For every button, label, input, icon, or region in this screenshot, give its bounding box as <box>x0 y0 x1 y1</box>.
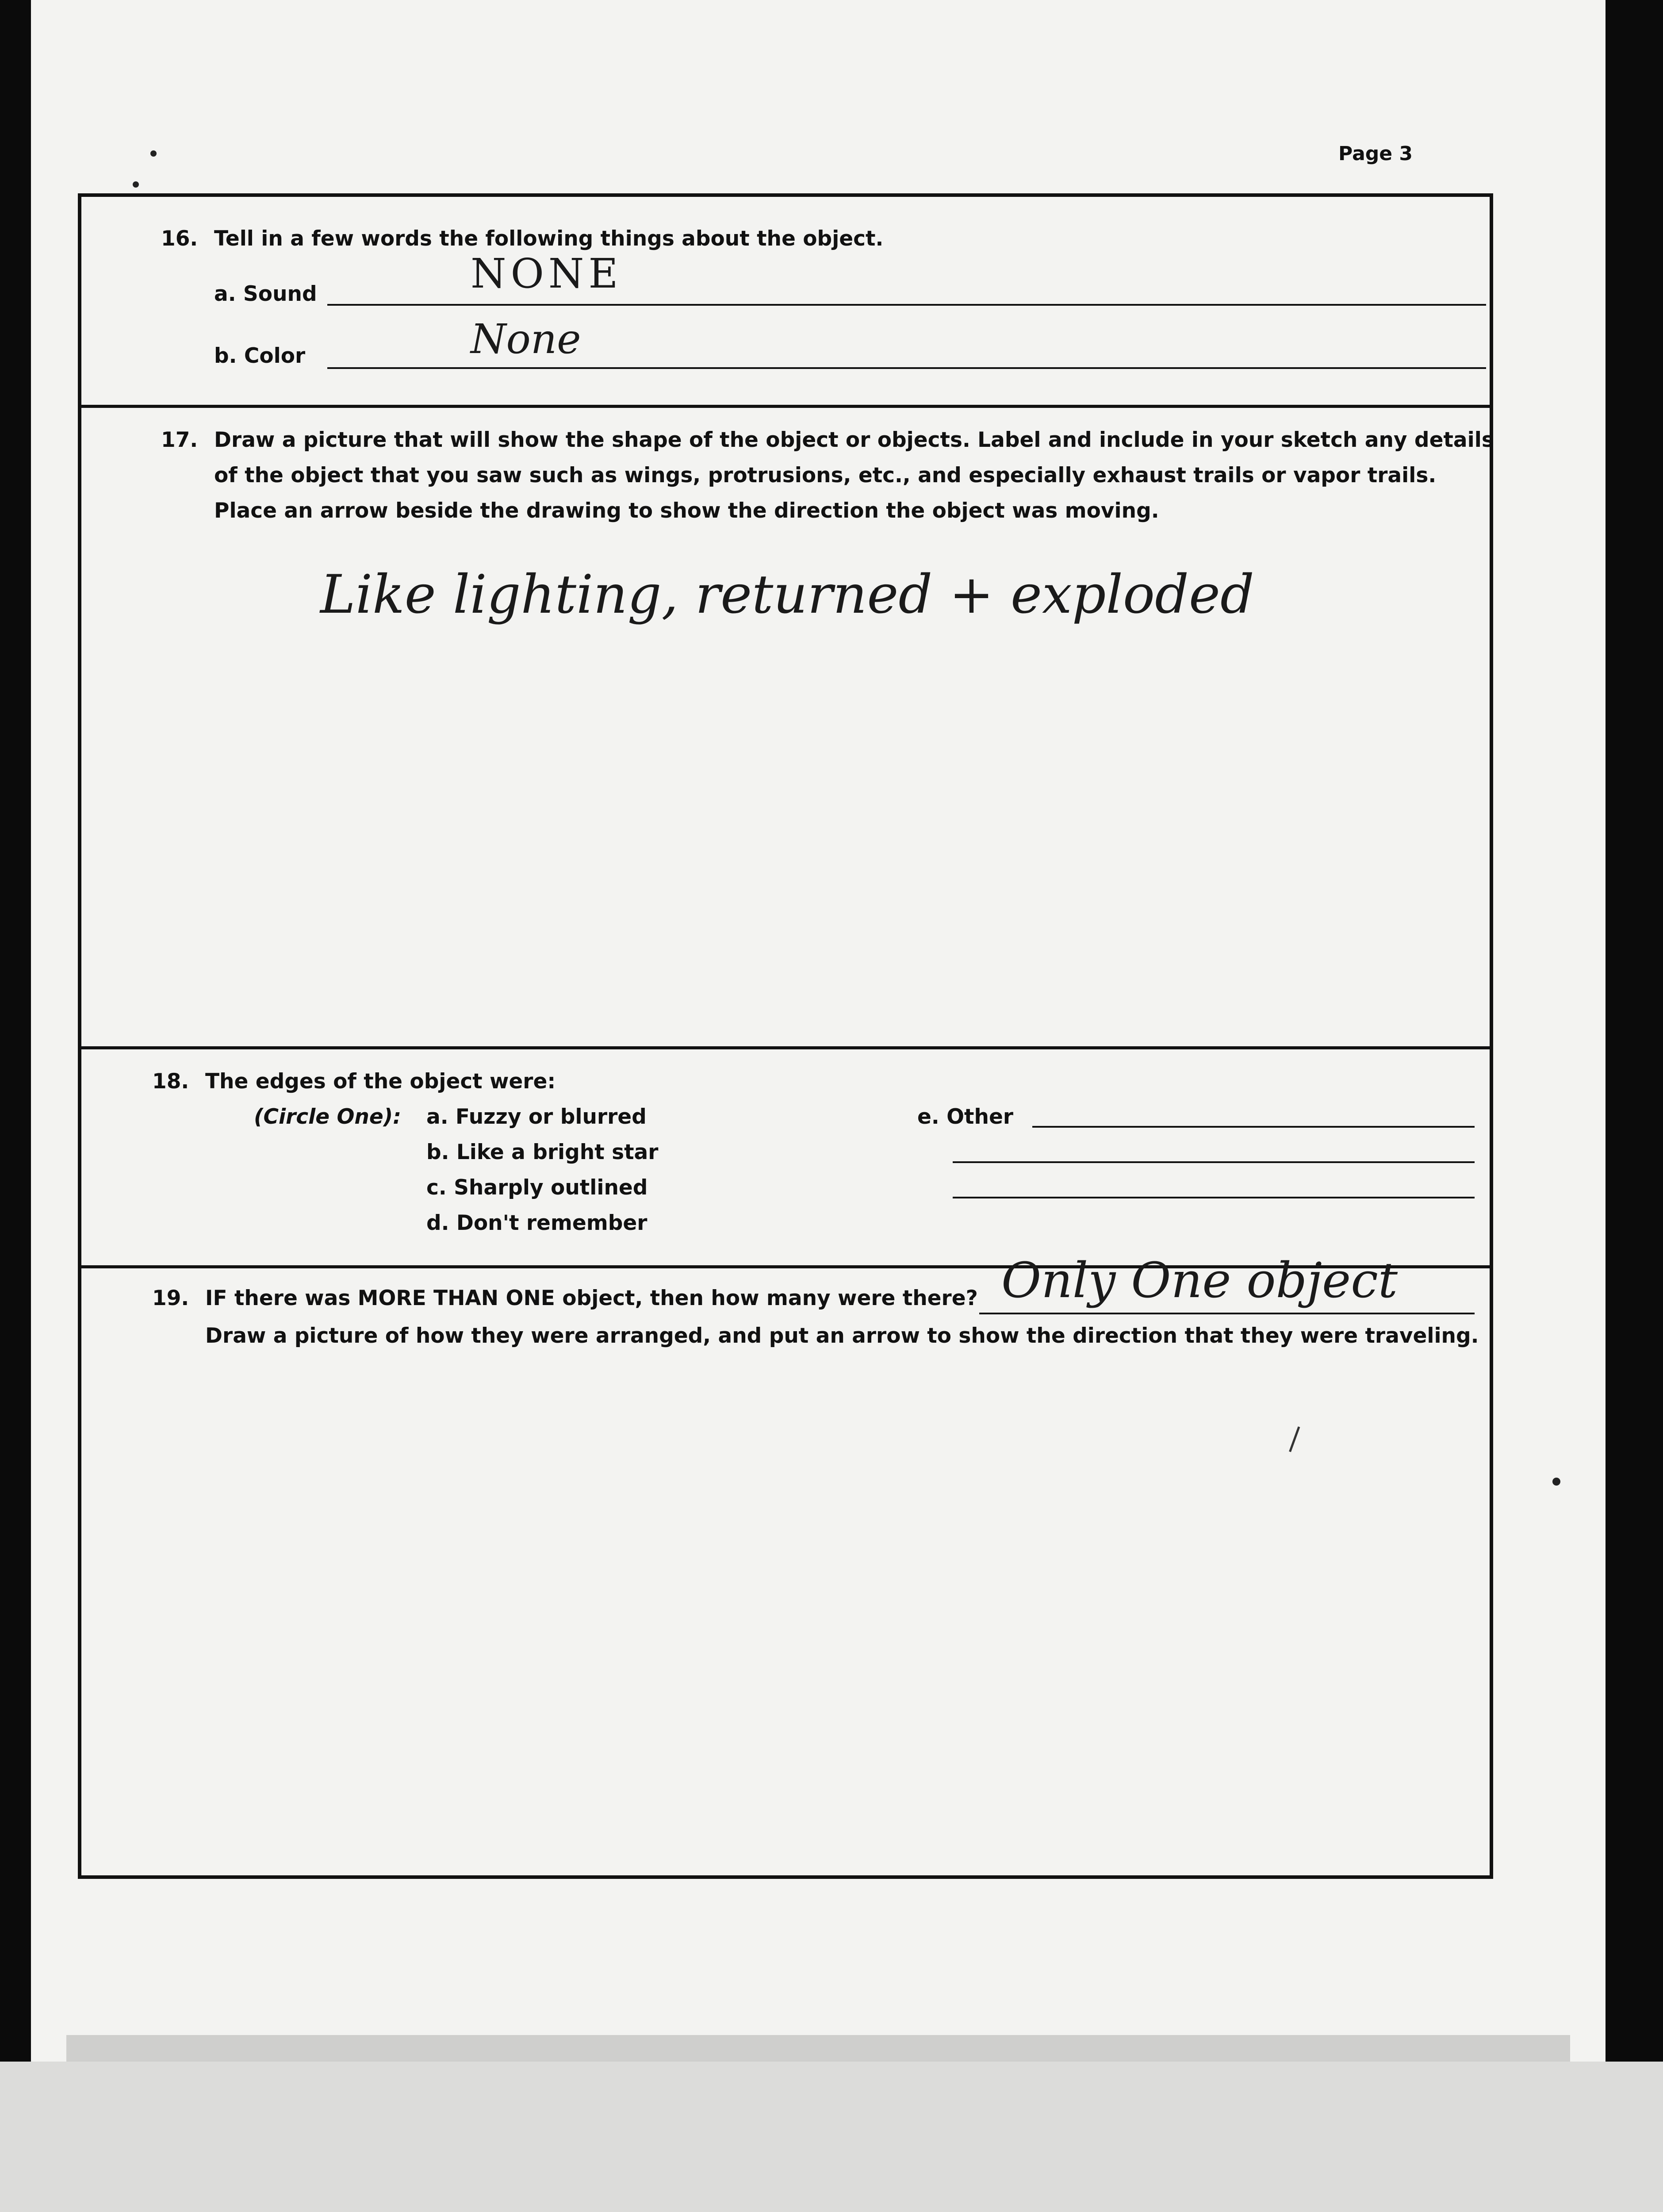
dust-speck <box>133 181 139 188</box>
q19-stray-mark <box>1289 1426 1304 1454</box>
q17-number: 17. <box>161 428 198 452</box>
questionnaire-form <box>78 193 1493 1879</box>
q18-other-line-1 <box>1032 1126 1475 1128</box>
q18-option-c[interactable]: c. Sharply outlined <box>426 1175 648 1200</box>
q16-color-answer[interactable]: None <box>471 315 581 363</box>
divider-17-18 <box>81 1046 1490 1049</box>
q17-line3: Place an arrow beside the drawing to show the direction the object was moving. <box>214 499 1159 523</box>
q19-answer[interactable]: Only One object <box>1001 1252 1398 1309</box>
q18-option-a[interactable]: a. Fuzzy or blurred <box>426 1105 647 1129</box>
dust-speck <box>1552 1478 1560 1486</box>
q17-answer[interactable]: Like lighting, returned + exploded <box>320 564 1254 626</box>
q19-prompt: IF there was MORE THAN ONE object, then how many were there? <box>205 1286 978 1310</box>
background-sheet <box>0 2062 1663 2212</box>
q19-answer-line <box>979 1313 1475 1314</box>
q16-sound-label: a. Sound <box>214 282 317 306</box>
q16-color-line <box>327 367 1486 369</box>
q18-option-b[interactable]: b. Like a bright star <box>426 1140 659 1164</box>
q18-option-d[interactable]: d. Don't remember <box>426 1211 648 1235</box>
divider-16-17 <box>81 405 1490 408</box>
q18-option-e[interactable]: e. Other <box>917 1105 1014 1129</box>
q17-line1: Draw a picture that will show the shape of the object or objects. Label and include in your sketch any details <box>214 428 1494 452</box>
dust-speck <box>150 150 157 157</box>
q16-sound-answer[interactable]: NONE <box>471 250 623 297</box>
q16-sound-line <box>327 304 1486 306</box>
q16-color-label: b. Color <box>214 344 306 368</box>
q17-line2: of the object that you saw such as wings, protrusions, etc., and especially exhaust trails or vapor trails. <box>214 463 1437 488</box>
q18-other-line-3 <box>953 1197 1475 1198</box>
q19-number: 19. <box>152 1286 189 1310</box>
q18-instruction: (Circle One): <box>254 1105 402 1129</box>
page-number: Page 3 <box>1338 142 1413 165</box>
q16-number: 16. <box>161 227 198 251</box>
q16-prompt: Tell in a few words the following things about the object. <box>214 227 884 251</box>
q18-prompt: The edges of the object were: <box>205 1069 556 1094</box>
q18-number: 18. <box>152 1069 189 1094</box>
q19-line2: Draw a picture of how they were arranged, and put an arrow to show the direction that they were traveling. <box>205 1324 1479 1348</box>
q18-other-line-2 <box>953 1161 1475 1163</box>
